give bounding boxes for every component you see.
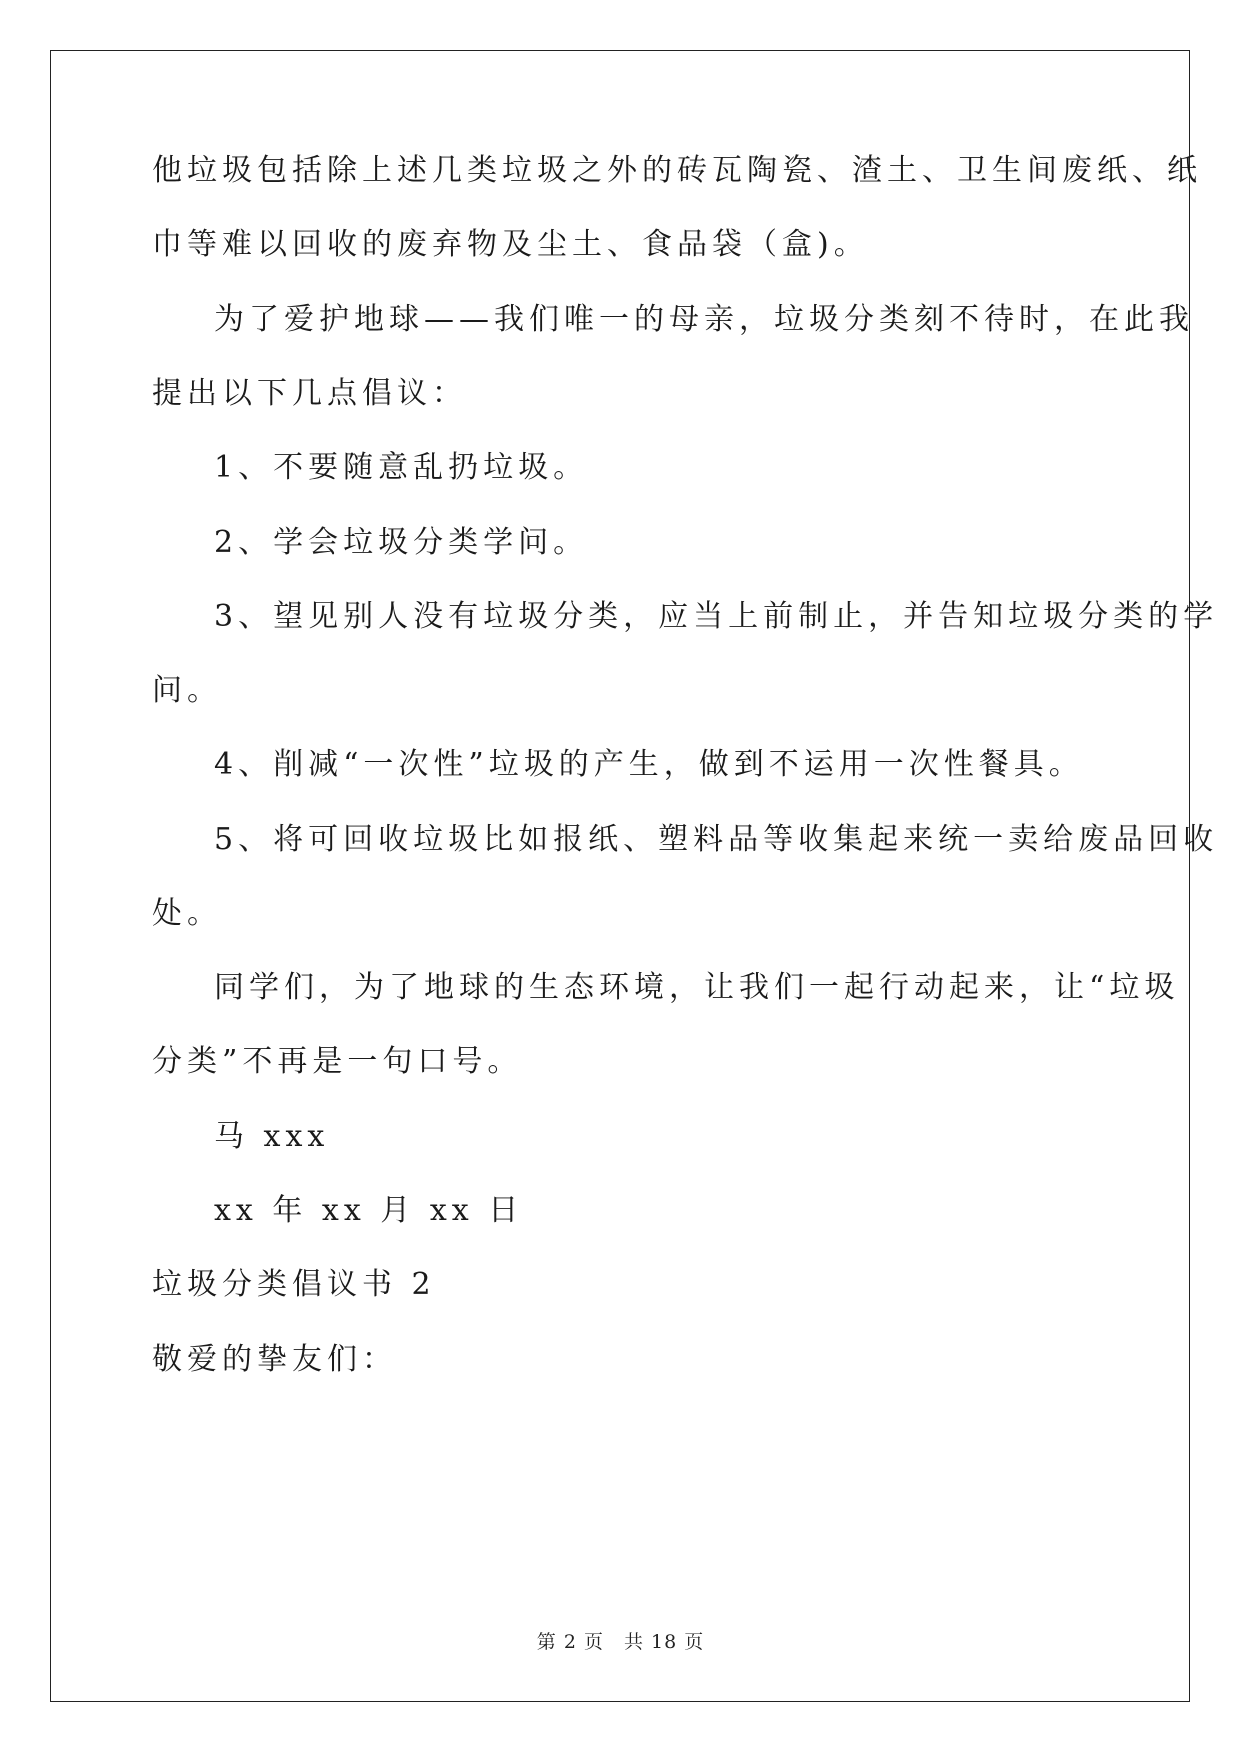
- page-number: 第 2 页: [536, 1631, 604, 1653]
- paragraph-first-line: 为了爱护地球——我们唯一的母亲，垃圾分类刻不待时，在此我: [214, 302, 1194, 337]
- list-item: 1、不要随意乱扔垃圾。: [214, 450, 589, 485]
- body-line: 巾等难以回收的废弃物及尘土、食品袋（盒)。: [152, 227, 869, 262]
- page-footer: [0, 1630, 1241, 1654]
- signature-date: xx 年 xx 月 xx 日: [214, 1193, 524, 1228]
- body-line: 处。: [152, 896, 222, 931]
- page-total: 共 18 页: [623, 1631, 705, 1653]
- body-line: 问。: [152, 673, 222, 708]
- list-item: 3、望见别人没有垃圾分类，应当上前制止，并告知垃圾分类的学: [214, 599, 1219, 634]
- body-line: 分类”不再是一句口号。: [152, 1044, 523, 1079]
- section-title: 垃圾分类倡议书 2: [152, 1267, 436, 1302]
- body-line: 他垃圾包括除上述几类垃圾之外的砖瓦陶瓷、渣土、卫生间废纸、纸: [152, 153, 1202, 188]
- paragraph-first-line: 同学们，为了地球的生态环境，让我们一起行动起来，让“垃圾: [214, 970, 1180, 1005]
- signature-name: 马 xxx: [214, 1119, 330, 1154]
- body-line: 提出以下几点倡议：: [152, 376, 467, 411]
- list-item: 4、削减“一次性”垃圾的产生，做到不运用一次性餐具。: [214, 747, 1084, 782]
- list-item: 5、将可回收垃圾比如报纸、塑料品等收集起来统一卖给废品回收: [214, 822, 1219, 857]
- salutation: 敬爱的挚友们：: [152, 1342, 397, 1377]
- page-border: [50, 50, 1190, 1702]
- list-item: 2、学会垃圾分类学问。: [214, 525, 589, 560]
